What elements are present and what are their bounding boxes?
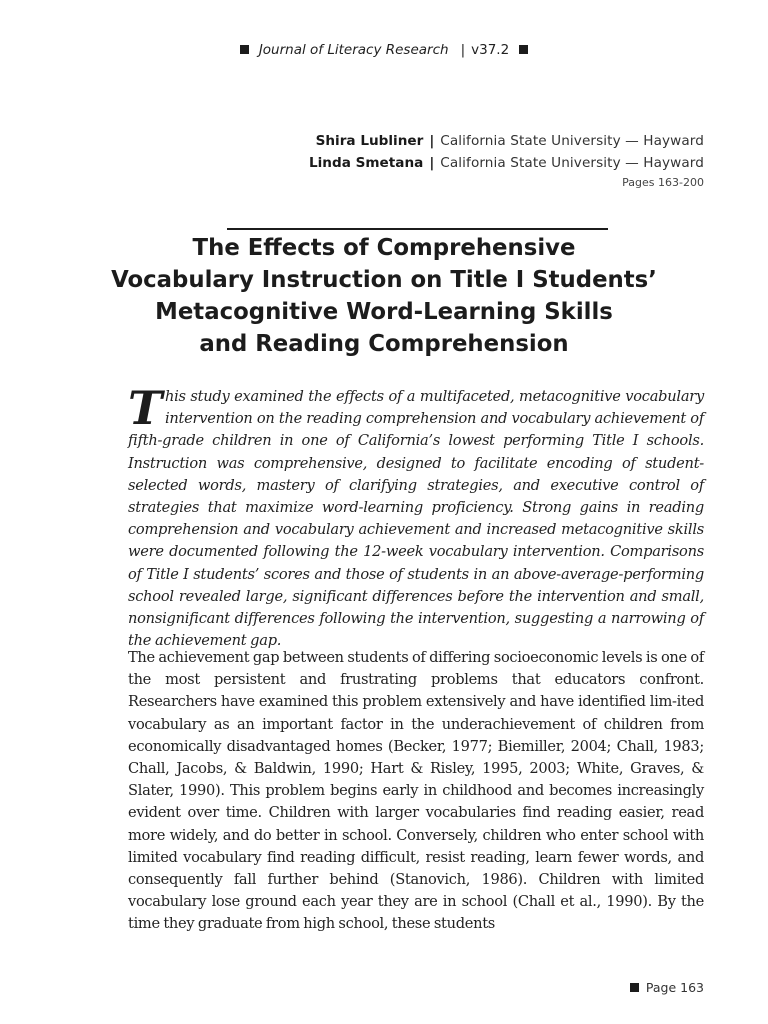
author-institution: California State University — Hayward [440,133,704,149]
title-line: Metacognitive Word-Learning Skills [155,299,613,325]
author-institution: California State University — Hayward [440,155,704,171]
abstract-text: his study examined the effects of a multifaceted, metacognitive vocabulary intervention on the reading comprehension and vocabulary achievement of fifth-grade children in one of California’s lowest performing Title I schools. Instruction was comprehensive, designed to facilitate encoding of student-selected words, mastery of clarifying strategies, and executive control of strategies that maximize word-learning proficiency. Strong gains in reading comprehension and vocabulary achievement and increased metacognitive skills were documented following the 12-week vocabulary intervention. Comparisons of Title I students’ scores and those of students in an above-average-performing school revealed large, significant differences before the intervention and small, nonsignificant differences following the intervention, suggesting a narrowing of the achievement gap. [128,388,704,650]
title-rule [227,228,608,230]
title-line: and Reading Comprehension [199,331,569,357]
author-list [309,130,704,174]
article-title [0,232,768,360]
author-name: Linda Smetana [308,155,424,171]
header-separator: | [460,42,466,58]
title-line: Vocabulary Instruction on Title I Students’ [111,267,657,293]
square-bullet-icon [240,45,249,54]
page-number: Page 163 [645,980,704,995]
square-bullet-icon [630,983,639,992]
author-separator: | [429,133,435,149]
abstract [128,381,704,652]
drop-cap: T [128,381,162,435]
author-name: Shira Lubliner [315,133,424,149]
body-paragraph: The achievement gap between students of differing socioeconomic levels is one of the most persistent and frustrating problems that educators confront. Researchers have examined this problem extensively and have identified lim-ited vocabulary as an important factor in the underachievement of children from economically disadvantaged homes (Becker, 1977; Biemiller, 2004; Chall, 1983; Chall, Jacobs, & Baldwin, 1990; Hart & Risley, 1995, 2003; White, Graves, & Slater, 1990). This problem begins early in childhood and becomes increasingly evident over time. Children with larger vocabularies find reading easier, read more widely, and do better in school. Conversely, children who enter school with limited vocabulary find reading difficult, resist reading, learn fewer words, and consequently fall further behind (Stanovich, 1986). Children with limited vocabulary lose ground each year they are in school (Chall et al., 1990). By the time they graduate from high school, these students [128,649,704,933]
running-header [0,42,768,58]
author-line [309,130,704,152]
journal-name: Journal of Literacy Research [258,42,449,58]
volume-number: v37.2 [471,42,510,58]
author-line [309,152,704,174]
square-bullet-icon [519,45,528,54]
author-separator: | [429,155,435,171]
page-range: Pages 163-200 [622,176,704,189]
title-line: The Effects of Comprehensive [192,235,576,261]
page-footer [630,980,704,995]
